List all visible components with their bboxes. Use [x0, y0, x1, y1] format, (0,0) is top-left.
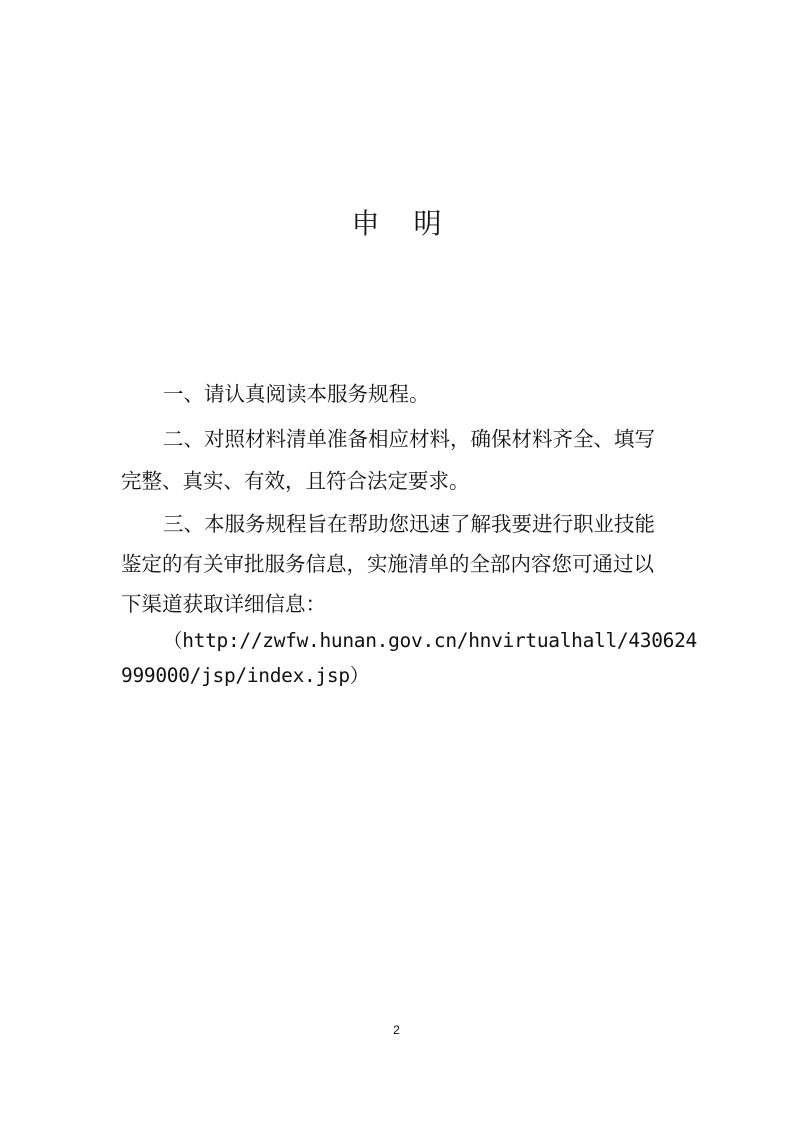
- paragraph-2-line-2: 完整、真实、有效，且符合法定要求。: [121, 469, 470, 493]
- paragraph-1-line-1: 一、请认真阅读本服务规程。: [163, 382, 430, 406]
- url-line-2: 999000/jsp/index.jsp）: [121, 664, 370, 687]
- url-line-1: （http://zwfw.hunan.gov.cn/hnvirtualhall/430624: [163, 629, 698, 652]
- page-title: 申明: [351, 207, 476, 240]
- page-number: 2: [393, 1023, 400, 1037]
- paragraph-2-line-1: 二、对照材料清单准备相应材料，确保材料齐全、填写: [163, 427, 655, 451]
- paragraph-3-line-3: 下渠道获取详细信息：: [121, 592, 326, 616]
- paragraph-3-line-2: 鉴定的有关审批服务信息，实施清单的全部内容您可通过以: [121, 552, 654, 576]
- paragraph-3-line-1: 三、本服务规程旨在帮助您迅速了解我要进行职业技能: [163, 512, 655, 536]
